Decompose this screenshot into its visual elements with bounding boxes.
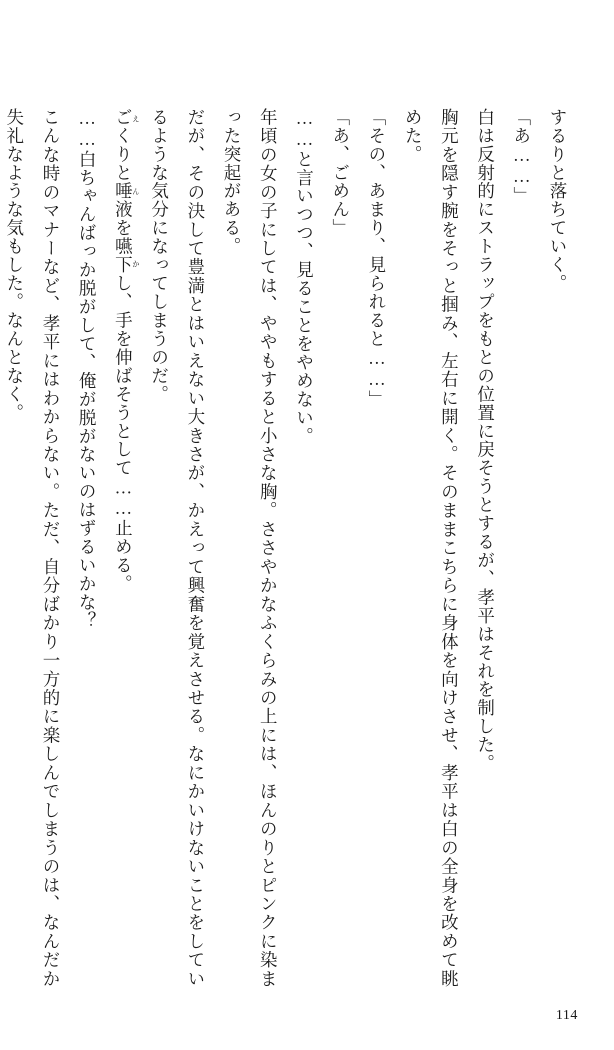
paragraph: するりと落ちていく。 xyxy=(548,108,568,293)
page-number: 114 xyxy=(555,1008,578,1023)
paragraph: 「あ……」 xyxy=(511,108,532,206)
paragraph: ……と言いつつ、見ることをやめない。 xyxy=(294,108,315,446)
paragraph: 白は反射的にストラップをもとの位置に戻そうとするが、孝平はそれを制した。 xyxy=(475,108,496,773)
paragraph: ……白ちゃんばっか脱がして、俺が脱がないのはずるいかな？ xyxy=(77,108,98,630)
paragraph: 年頃の女の子にしては、ややもすると小さな胸。ささやかなふくらみの上には、ほんのりとピンクに染まった突起がある。 xyxy=(222,108,279,988)
paragraph-text-part-b: し、手を伸ばそうとして……止める。 xyxy=(113,274,134,594)
ruby-segment xyxy=(113,108,141,275)
paragraph: こんな時のマナーなど、孝平にはわからない。ただ、自分ばかり一方的に楽しんでしまうのは、なんだか失礼なような気もした。なんとなく。 xyxy=(4,108,61,988)
paragraph: 「その、あまり、見られると……」 xyxy=(366,108,387,409)
paragraph-with-ruby xyxy=(105,108,141,988)
paragraph: 胸元を隠す腕をそっと掴み、左右に開く。そのままこちらに身体を向けさせ、孝平は白の全身を改めて眺めた。 xyxy=(403,108,460,988)
paragraph-text-part-a: だが、その決して豊満とはいえない大きさが、かえって興奮を覚えさせる。なにかいけないことをしているような気分になってしまうのだ。 xyxy=(149,108,206,988)
paragraph-with-ruby xyxy=(141,108,213,988)
paragraph: 「あ、ごめん」 xyxy=(330,108,351,238)
ruby-reading: えんか xyxy=(131,108,141,275)
ruby-enka: ごくりと唾液を嚥下えんか xyxy=(113,108,141,275)
page-text-body xyxy=(4,108,576,988)
